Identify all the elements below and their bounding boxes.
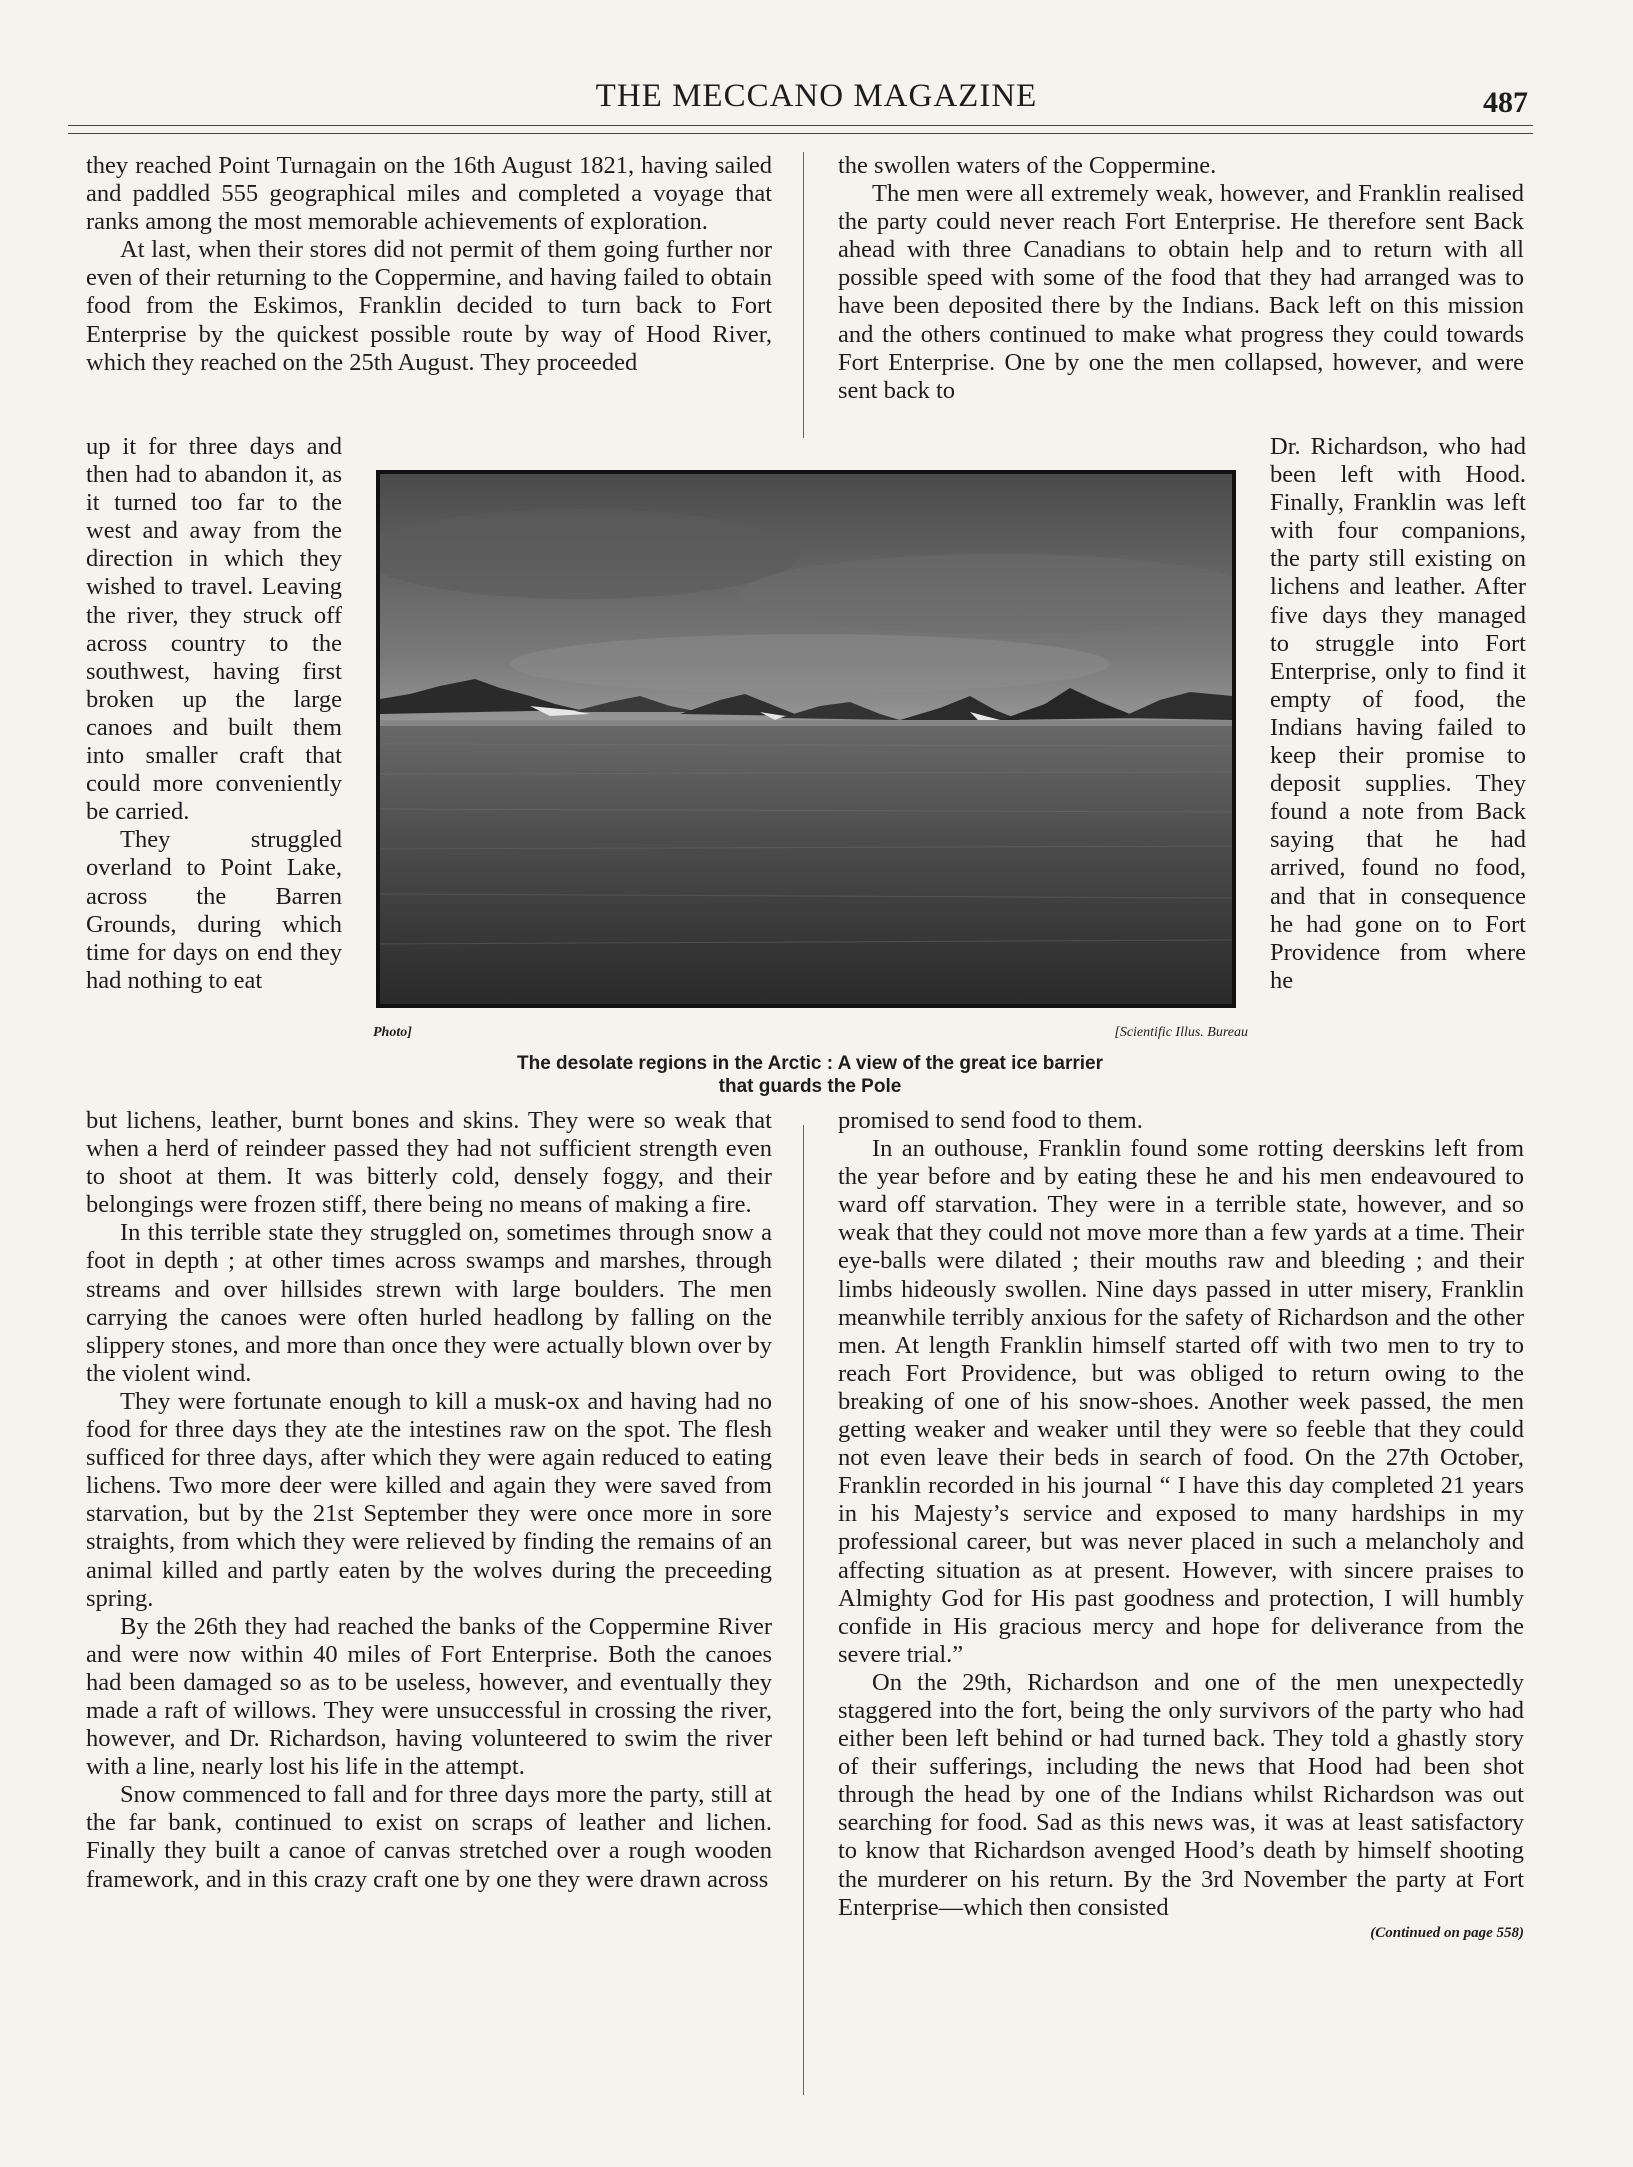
left-column-bottom: [86, 1107, 772, 1894]
left-column-top: [86, 152, 772, 377]
page-number: 487: [1483, 86, 1528, 119]
left-column-wrap: [86, 433, 342, 995]
header-rule-lower: [68, 133, 1533, 134]
photo-credit-label: Photo]: [373, 1025, 412, 1040]
paragraph: but lichens, leather, burnt bones and skins. They were so weak that when a herd of reindeer passed they had not sufficient strength even to shoot at them. It was bitterly cold, densely foggy, and their belongings were frozen stiff, there being no means of making a fire.: [86, 1107, 772, 1219]
paragraph: In an outhouse, Franklin found some rotting deerskins left from the year before and by eating these he and his men endeavoured to ward off starvation. They were in a terrible state, however, and so weak that they could not move more than a few yards at a time. Their eye-balls were dilated ; their mouths raw and bleeding ; and their limbs hideously swollen. Nine days passed in utter misery, Franklin meanwhile terribly anxious for the safety of Richardson and the other men. At length Franklin himself started off with two men to try to reach Fort Providence, but was obliged to return owing to the breaking of one of his snow-shoes. Another week passed, the men getting weaker and weaker until they were so feeble that they could not even leave their beds in search of food. On the 27th October, Franklin recorded in his journal “ I have this day completed 21 years in his Majesty’s service and exposed to many hardships in my professional career, but was never placed in such a melancholy and affecting situation as at present. However, with sincere praises to Almighty God for His past goodness and protection, I will humbly confide in His gracious mercy and hope for deliverance from the severe trial.”: [838, 1135, 1524, 1668]
arctic-photo-image: [380, 474, 1232, 1004]
paragraph: In this terrible state they struggled on, sometimes through snow a foot in depth ; at other times across swamps and marshes, through streams and over hillsides strewn with large boulders. The men carrying the canoes were often hurled headlong by falling on the slippery stones, and more than once they were actually blown over by the violent wind.: [86, 1219, 772, 1387]
paragraph: they reached Point Turnagain on the 16th August 1821, having sailed and paddled 555 geographical miles and completed a voyage that ranks among the most memorable achievements of exploration.: [86, 152, 772, 236]
photo-credit-source: [Scientific Illus. Bureau: [1114, 1025, 1248, 1040]
page-header-title: THE MECCANO MAGAZINE: [595, 78, 1038, 114]
photo-caption: [420, 1052, 1200, 1098]
paragraph: the swollen waters of the Coppermine.: [838, 152, 1217, 179]
photo-caption-line: that guards the Pole: [718, 1076, 902, 1097]
right-column-top: [838, 152, 1524, 405]
column-divider-top: [803, 152, 804, 438]
paragraph: By the 26th they had reached the banks of the Coppermine River and were now within 40 miles of Fort Enterprise. Both the canoes had been damaged so as to be useless, however, and eventually they made a raft of willows. They were unsuccessful in crossing the river, however, and Dr. Richardson, having volunteered to swim the river with a line, nearly lost his life in the attempt.: [86, 1612, 772, 1781]
paragraph: Dr. Richardson, who had been left with Hood. Finally, Franklin was left with four companions, the party still existing on lichens and leather. After five days they managed to struggle into Fort Enterprise, only to find it empty of food, the Indians having failed to keep their promise to deposit supplies. They found a note from Back saying that he had arrived, found no food, and that in consequence he had gone on to Fort Providence from where he: [1270, 433, 1526, 994]
continued-note: (Continued on page 558): [1370, 1924, 1524, 1941]
paragraph: They were fortunate enough to kill a musk-ox and having had no food for three days they ate the intestines raw on the spot. The flesh sufficed for three days, after which they were again reduced to eating lichens. Two more deer were killed and again they were saved from starvation, but by the 21st September they were once more in sore straights, from which they were relieved by finding the remains of an animal killed and partly eaten by the wolves during the preceeding spring.: [86, 1387, 772, 1612]
header-rule: [68, 125, 1533, 126]
right-column-wrap: [1270, 433, 1526, 995]
paragraph: promised to send food to them.: [838, 1107, 1143, 1134]
photo-caption-line: The desolate regions in the Arctic : A view of the great ice barrier: [517, 1053, 1103, 1074]
column-divider-bottom: [803, 1125, 804, 2095]
paragraph: Snow commenced to fall and for three days more the party, still at the far bank, continued to exist on scraps of leather and lichen. Finally they built a canoe of canvas stretched over a rough wooden framework, and in this crazy craft one by one they were drawn across: [86, 1781, 772, 1893]
paragraph: They struggled overland to Point Lake, across the Barren Grounds, during which time for days on end they had nothing to eat: [86, 826, 342, 994]
paragraph: The men were all extremely weak, however, and Franklin realised the party could never reach Fort Enterprise. He therefore sent Back ahead with three Canadians to obtain help and to return with all possible speed with some of the food that they had arranged was to have been deposited there by the Indians. Back left on this mission and the others continued to make what progress they could towards Fort Enterprise. One by one the men collapsed, however, and were sent back to: [838, 180, 1524, 404]
paragraph: up it for three days and then had to abandon it, as it turned too far to the west and away from the direction in which they wished to travel. Leaving the river, they struck off across country to the southwest, having first broken up the large canoes and built them into smaller craft that could more conveniently be carried.: [86, 433, 342, 826]
right-column-bottom: [838, 1107, 1524, 1947]
paragraph: On the 29th, Richardson and one of the men unexpectedly staggered into the fort, being the only survivors of the party who had either been left behind or had turned back. They told a ghastly story of their sufferings, including the news that Hood had been shot through the head by one of the Indians whilst Richardson was out searching for food. Sad as this news was, it was at least satisfactory to know that Richardson avenged Hood’s death by himself shooting the murderer on his return. By the 3rd November the party at Fort Enterprise—which then consisted: [838, 1668, 1524, 1921]
arctic-photo: [376, 470, 1236, 1008]
paragraph: At last, when their stores did not permit of them going further nor even of their returning to the Coppermine, and having failed to obtain food from the Eskimos, Franklin decided to turn back to Fort Enterprise by the quickest possible route by way of Hood River, which they reached on the 25th August. They proceeded: [86, 236, 772, 376]
